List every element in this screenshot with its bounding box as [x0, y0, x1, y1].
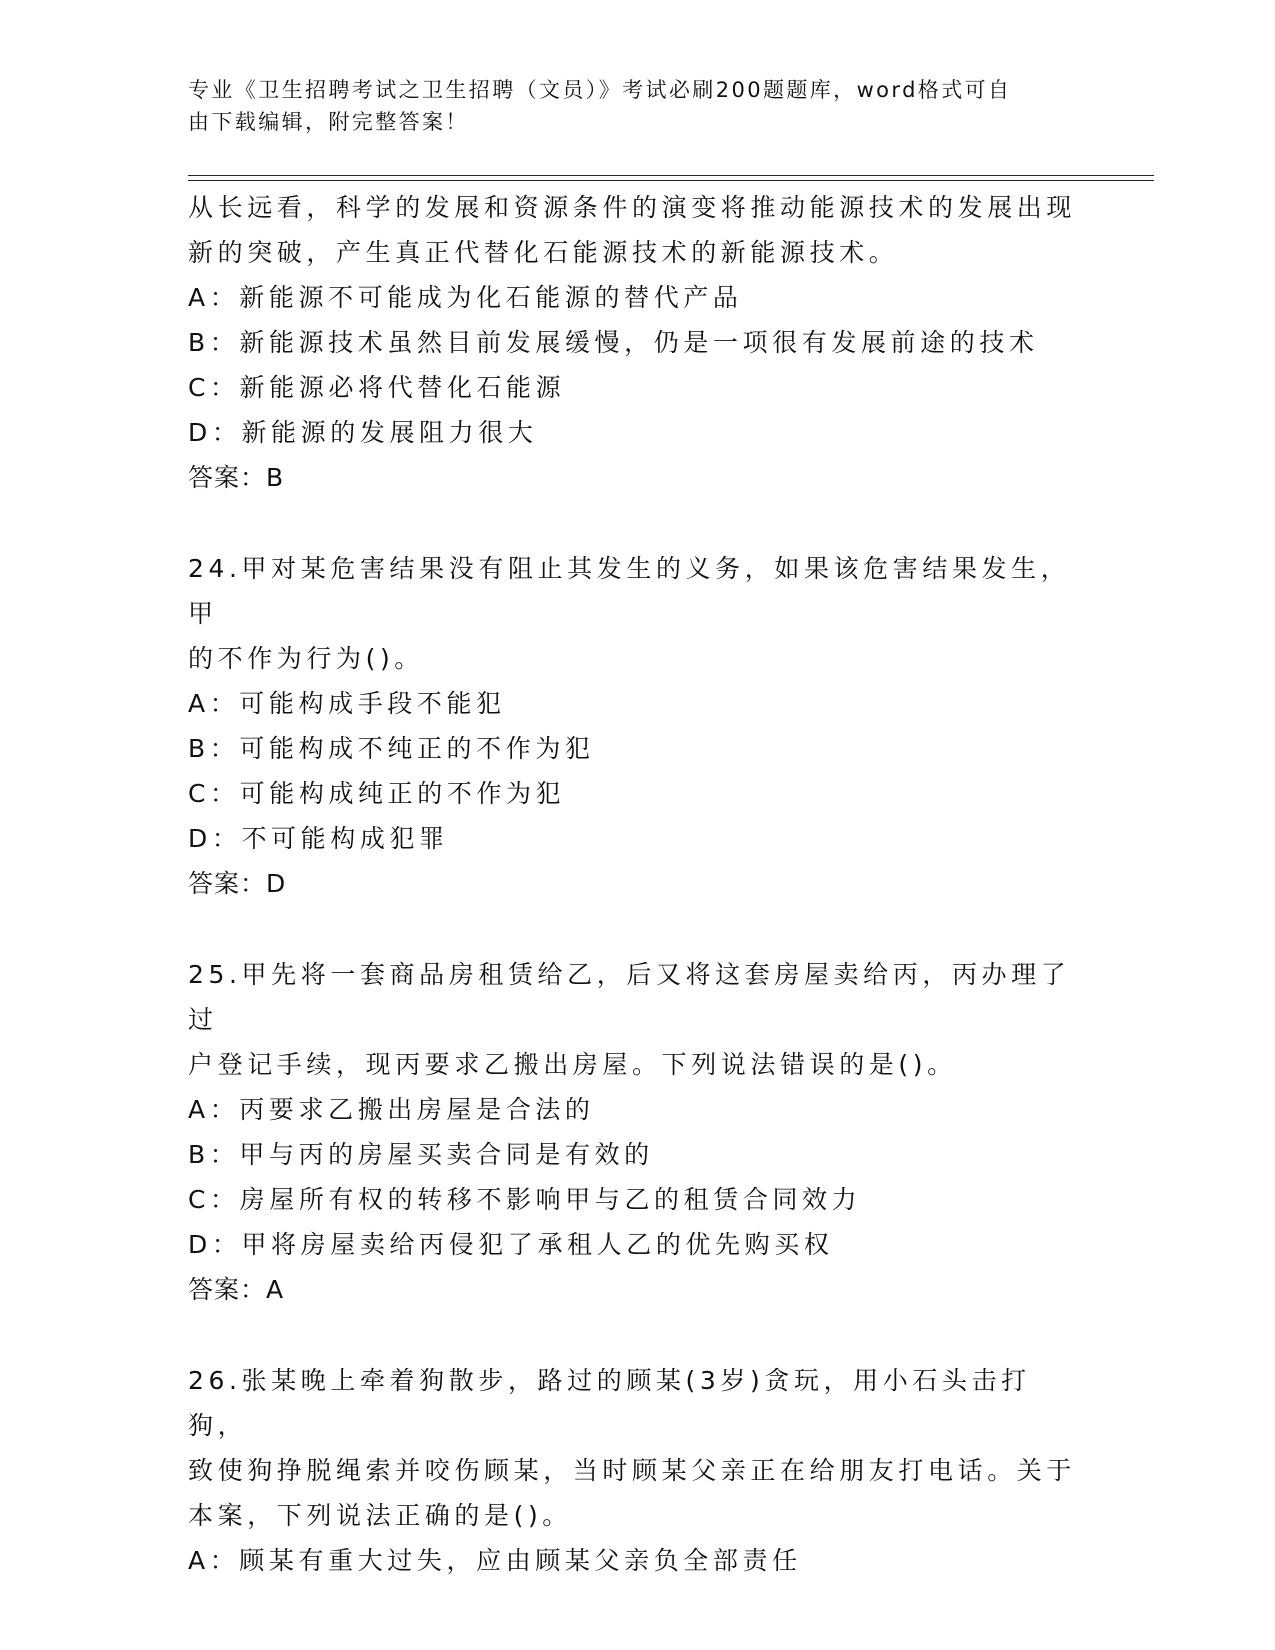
option-a: A：新能源不可能成为化石能源的替代产品 — [188, 283, 743, 312]
question-block — [188, 546, 1088, 906]
question-text-line: 25.甲先将一套商品房租赁给乙，后又将这套房屋卖给丙，丙办理了过 — [188, 960, 1071, 1034]
question-text-line: 26.张某晚上牵着狗散步，路过的顾某(3岁)贪玩，用小石头击打狗， — [188, 1366, 1031, 1440]
question-spacer — [188, 1312, 1088, 1358]
question-block — [188, 1358, 1088, 1583]
header-divider-top — [188, 175, 1154, 176]
answer-line: 答案：D — [188, 869, 287, 898]
option-c: C：房屋所有权的转移不影响甲与乙的租赁合同效力 — [188, 1185, 862, 1214]
option-d: D：不可能构成犯罪 — [188, 824, 449, 853]
option-d: D：新能源的发展阻力很大 — [188, 418, 538, 447]
option-c: C：新能源必将代替化石能源 — [188, 373, 566, 402]
option-d: D：甲将房屋卖给丙侵犯了承租人乙的优先购买权 — [188, 1230, 834, 1259]
question-text-line: 的不作为行为()。 — [188, 644, 424, 673]
option-b: B：可能构成不纯正的不作为犯 — [188, 734, 595, 763]
option-a: A：可能构成手段不能犯 — [188, 689, 506, 718]
question-text-line: 致使狗挣脱绳索并咬伤顾某，当时顾某父亲正在给朋友打电话。关于 — [188, 1456, 1077, 1485]
question-spacer — [188, 906, 1088, 952]
header-line-2: 由下载编辑，附完整答案！ — [188, 110, 469, 134]
option-a: A：顾某有重大过失，应由顾某父亲负全部责任 — [188, 1546, 802, 1575]
document-header — [188, 74, 1068, 138]
question-spacer — [188, 500, 1088, 546]
option-b: B：新能源技术虽然目前发展缓慢，仍是一项很有发展前途的技术 — [188, 328, 1039, 357]
question-list — [188, 185, 1088, 1583]
question-block — [188, 952, 1088, 1312]
question-text-line: 新的突破，产生真正代替化石能源技术的新能源技术。 — [188, 238, 899, 267]
question-text-line: 从长远看，科学的发展和资源条件的演变将推动能源技术的发展出现 — [188, 193, 1077, 222]
header-line-1: 专业《卫生招聘考试之卫生招聘（文员）》考试必刷200题题库，word格式可自 — [188, 78, 1012, 102]
option-b: B：甲与丙的房屋买卖合同是有效的 — [188, 1140, 654, 1169]
question-text-line: 户登记手续，现丙要求乙搬出房屋。下列说法错误的是()。 — [188, 1050, 957, 1079]
answer-line: 答案：A — [188, 1275, 285, 1304]
option-a: A：丙要求乙搬出房屋是合法的 — [188, 1095, 595, 1124]
question-block — [188, 185, 1088, 500]
header-divider-bottom — [188, 180, 1154, 181]
answer-line: 答案：B — [188, 463, 285, 492]
question-text-line: 本案，下列说法正确的是()。 — [188, 1501, 572, 1530]
option-c: C：可能构成纯正的不作为犯 — [188, 779, 566, 808]
question-text-line: 24.甲对某危害结果没有阻止其发生的义务，如果该危害结果发生，甲 — [188, 554, 1071, 628]
